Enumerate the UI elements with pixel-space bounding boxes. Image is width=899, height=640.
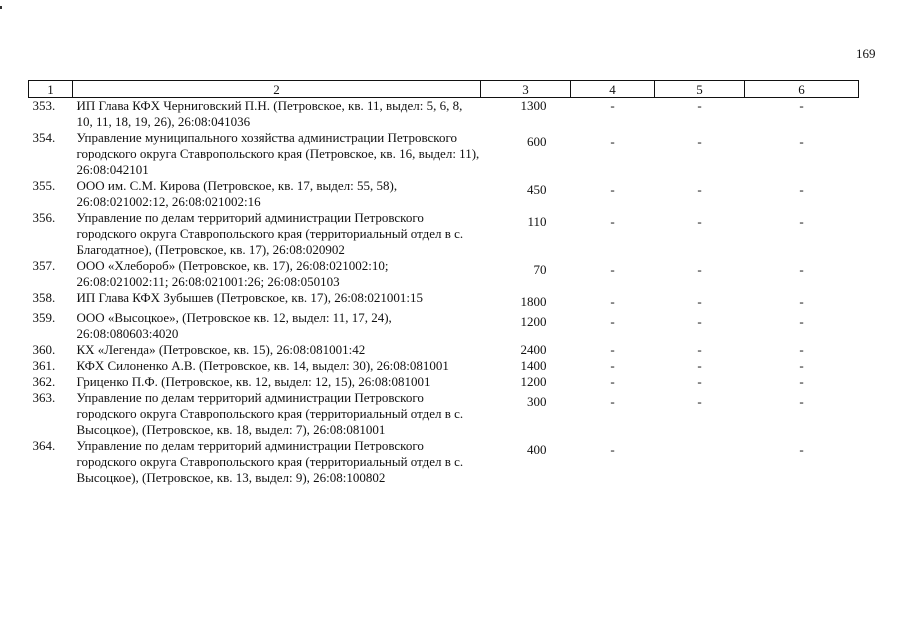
header-col-1: 1 <box>29 81 73 98</box>
table-row <box>29 390 859 438</box>
row-col5: - <box>697 214 702 229</box>
row-col4: - <box>610 394 615 409</box>
row-number: 353. <box>32 98 56 113</box>
row-col4: - <box>610 358 615 373</box>
row-area: 2400 <box>520 342 547 357</box>
row-description: КХ «Легенда» (Петровское, кв. 15), 26:08:081001:42 <box>76 342 366 357</box>
table-row <box>29 98 859 131</box>
row-col6: - <box>799 98 804 113</box>
row-number: 360. <box>32 342 56 357</box>
row-col5: - <box>697 134 702 149</box>
row-col6: - <box>799 374 804 389</box>
row-number: 355. <box>32 178 56 193</box>
row-col4: - <box>610 182 615 197</box>
row-col4: - <box>610 98 615 113</box>
table-row <box>29 358 859 374</box>
row-number: 364. <box>32 438 56 453</box>
row-number: 358. <box>32 290 56 305</box>
row-description: ООО «Хлебороб» (Петровское, кв. 17), 26:08:021002:10; 26:08:021002:11; 26:08:021001:26; 26:08:050103 <box>76 258 389 289</box>
row-number: 354. <box>32 130 56 145</box>
table-row <box>29 374 859 390</box>
table-row <box>29 210 859 258</box>
row-col5: - <box>697 342 702 357</box>
row-area: 300 <box>527 394 547 409</box>
row-col4: - <box>610 294 615 309</box>
row-description: ООО им. С.М. Кирова (Петровское, кв. 17, выдел: 55, 58), 26:08:021002:12, 26:08:021002:16 <box>76 178 398 209</box>
row-col6: - <box>799 342 804 357</box>
row-area: 1200 <box>520 374 547 389</box>
row-col5: - <box>697 374 702 389</box>
row-number: 361. <box>32 358 56 373</box>
table-header-row <box>29 81 859 98</box>
table-row <box>29 310 859 342</box>
row-number: 356. <box>32 210 56 225</box>
row-number: 357. <box>32 258 56 273</box>
row-col5: - <box>697 262 702 277</box>
table-row <box>29 130 859 178</box>
row-col5: - <box>697 394 702 409</box>
row-description: КФХ Силоненко А.В. (Петровское, кв. 14, выдел: 30), 26:08:081001 <box>76 358 449 373</box>
scan-mark <box>0 6 2 9</box>
row-area: 1800 <box>520 294 547 309</box>
row-area: 110 <box>527 214 547 229</box>
row-area: 600 <box>527 134 547 149</box>
table-row <box>29 178 859 210</box>
row-area: 450 <box>527 182 547 197</box>
row-number: 359. <box>32 310 56 325</box>
row-area: 1400 <box>520 358 547 373</box>
row-col6: - <box>799 214 804 229</box>
row-area: 1200 <box>520 314 547 329</box>
row-description: Гриценко П.Ф. (Петровское, кв. 12, выдел: 12, 15), 26:08:081001 <box>76 374 431 389</box>
row-number: 362. <box>32 374 56 389</box>
row-col5: - <box>697 294 702 309</box>
row-description: Управление муниципального хозяйства администрации Петровского городского округа Ставропольского края (Петровское, кв. 16, выдел: 11), 26:08:042101 <box>76 130 480 177</box>
row-col4: - <box>610 134 615 149</box>
row-area: 1300 <box>520 98 547 113</box>
page-number: 169 <box>856 46 876 61</box>
row-col6: - <box>799 358 804 373</box>
row-col4: - <box>610 342 615 357</box>
row-area: 400 <box>527 442 547 457</box>
row-description: ИП Глава КФХ Зубышев (Петровское, кв. 17), 26:08:021001:15 <box>76 290 424 305</box>
table-row <box>29 342 859 358</box>
land-table <box>28 80 859 486</box>
row-description: ООО «Высоцкое», (Петровское кв. 12, выдел: 11, 17, 24), 26:08:080603:4020 <box>76 310 392 341</box>
row-col5 <box>655 438 745 486</box>
row-col4: - <box>610 374 615 389</box>
table-row <box>29 438 859 486</box>
table-row <box>29 258 859 290</box>
row-col4: - <box>610 314 615 329</box>
row-number: 363. <box>32 390 56 405</box>
row-col4: - <box>610 262 615 277</box>
row-description: Управление по делам территорий администрации Петровского городского округа Ставропольского края (территориальный отдел в с. Высоцкое), (Петровское, кв. 13, выдел: 9), 26:08:100802 <box>76 438 464 485</box>
row-description: Управление по делам территорий администрации Петровского городского округа Ставропольского края (территориальный отдел в с. Благодатное), (Петровское, кв. 17), 26:08:020902 <box>76 210 464 257</box>
row-col6: - <box>799 262 804 277</box>
row-col6: - <box>799 134 804 149</box>
row-col5: - <box>697 182 702 197</box>
row-col4: - <box>610 214 615 229</box>
header-col-2: 2 <box>73 81 481 98</box>
row-col5: - <box>697 314 702 329</box>
row-description: Управление по делам территорий администрации Петровского городского округа Ставропольского края (территориальный отдел в с. Высоцкое), (Петровское, кв. 18, выдел: 7), 26:08:081001 <box>76 390 464 437</box>
row-description: ИП Глава КФХ Черниговский П.Н. (Петровское, кв. 11, выдел: 5, 6, 8, 10, 11, 18, 19, 26), 26:08:041036 <box>76 98 463 129</box>
row-col6: - <box>799 314 804 329</box>
header-col-4: 4 <box>571 81 655 98</box>
header-col-3: 3 <box>481 81 571 98</box>
row-col6: - <box>799 394 804 409</box>
header-col-5: 5 <box>655 81 745 98</box>
row-area: 70 <box>533 262 547 277</box>
header-col-6: 6 <box>745 81 859 98</box>
row-col4: - <box>610 442 615 457</box>
row-col6: - <box>799 182 804 197</box>
row-col6: - <box>799 294 804 309</box>
row-col5: - <box>697 358 702 373</box>
row-col5: - <box>697 98 702 113</box>
row-col6: - <box>799 442 804 457</box>
table-row <box>29 290 859 310</box>
